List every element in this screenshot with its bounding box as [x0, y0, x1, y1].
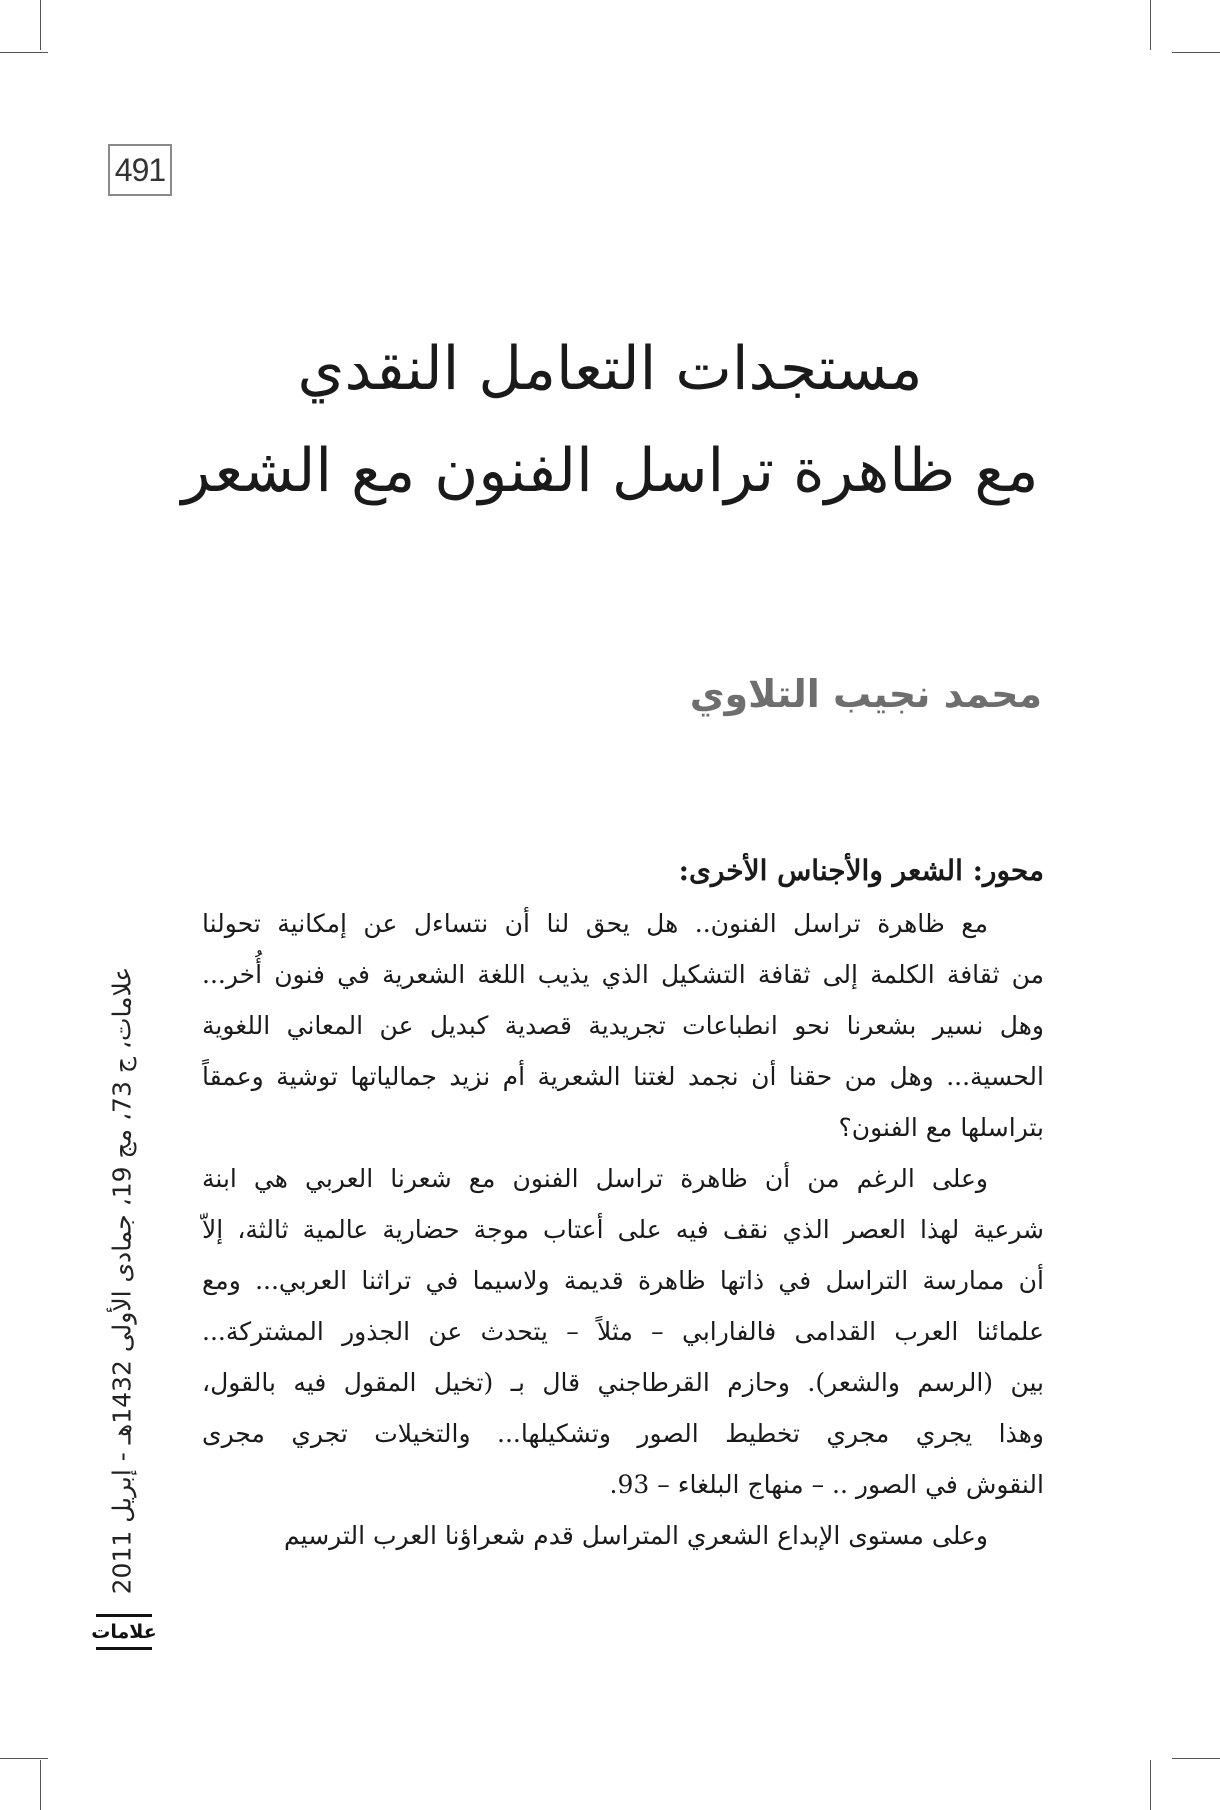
author-name: محمد نجيب التلاوي — [689, 672, 1042, 716]
paragraph — [202, 1510, 1044, 1561]
crop-mark — [0, 52, 48, 53]
text-line: وعلى الرغم من أن ظاهرة تراسل الفنون مع شعرنا العربي هي ابنة — [202, 1164, 988, 1193]
text-line: من ثقافة الكلمة إلى ثقافة التشكيل الذي يذيب اللغة الشعرية في فنون أُخر... — [202, 960, 1044, 989]
journal-logo: علامات — [96, 1614, 152, 1650]
section-heading: محور: الشعر والأجناس الأخرى: — [678, 854, 1044, 887]
text-line: شرعية لهذا العصر الذي نقف فيه على أعتاب موجة حضارية عالمية ثالثة، إلاّ — [202, 1215, 1044, 1244]
title-line-1: مستجدات التعامل النقدي — [297, 334, 923, 404]
crop-mark — [1150, 0, 1151, 50]
paragraph — [202, 1153, 1044, 1510]
text-line: بتراسلها مع الفنون؟ — [838, 1113, 1044, 1142]
text-line: وهذا يجري مجري تخطيط الصور وتشكيلها... والتخيلات تجري مجرى — [202, 1419, 1044, 1448]
crop-mark — [1172, 52, 1220, 53]
crop-mark — [40, 0, 41, 50]
article-title — [150, 318, 1070, 522]
article-body — [202, 846, 1044, 1561]
text-line: وعلى مستوى الإبداع الشعري المتراسل قدم شعراؤنا العرب الترسيم — [284, 1521, 988, 1550]
crop-mark — [1150, 1760, 1151, 1810]
text-line: الحسية... وهل من حقنا أن نجمد لغتنا الشعرية أم نزيد جمالياتها توشية وعمقاً — [202, 1062, 1044, 1091]
paragraph — [202, 898, 1044, 1153]
title-line-2: مع ظاهرة تراسل الفنون مع الشعر — [181, 436, 1039, 506]
journal-sidebar — [92, 950, 152, 1610]
text-line: بين (الرسم والشعر). وحازم القرطاجني قال بـ (تخيل المقول فيه بالقول، — [202, 1368, 1044, 1397]
crop-mark — [40, 1760, 41, 1810]
text-line: مع ظاهرة تراسل الفنون.. هل يحق لنا أن نتساءل عن إمكانية تحولنا — [202, 909, 988, 938]
text-line: وهل نسير بشعرنا نحو انطباعات تجريدية قصدية كبديل عن المعاني اللغوية — [202, 1011, 1044, 1040]
crop-mark — [0, 1758, 48, 1759]
crop-mark — [1172, 1758, 1220, 1759]
journal-issue-info: علامات، ج 73، مج 19، جمادى الأولى 1432هـ - إبريل 2011 — [107, 966, 137, 1594]
text-line: النقوش في الصور .. – منهاج البلغاء – 93. — [609, 1470, 1044, 1499]
text-line: أن ممارسة التراسل في ذاتها ظاهرة قديمة ولاسيما في تراثنا العربي... ومع — [202, 1266, 1044, 1295]
page-number: 491 — [108, 144, 172, 196]
text-line: علمائنا العرب القدامى فالفارابي – مثلاً – يتحدث عن الجذور المشتركة... — [202, 1317, 1044, 1346]
